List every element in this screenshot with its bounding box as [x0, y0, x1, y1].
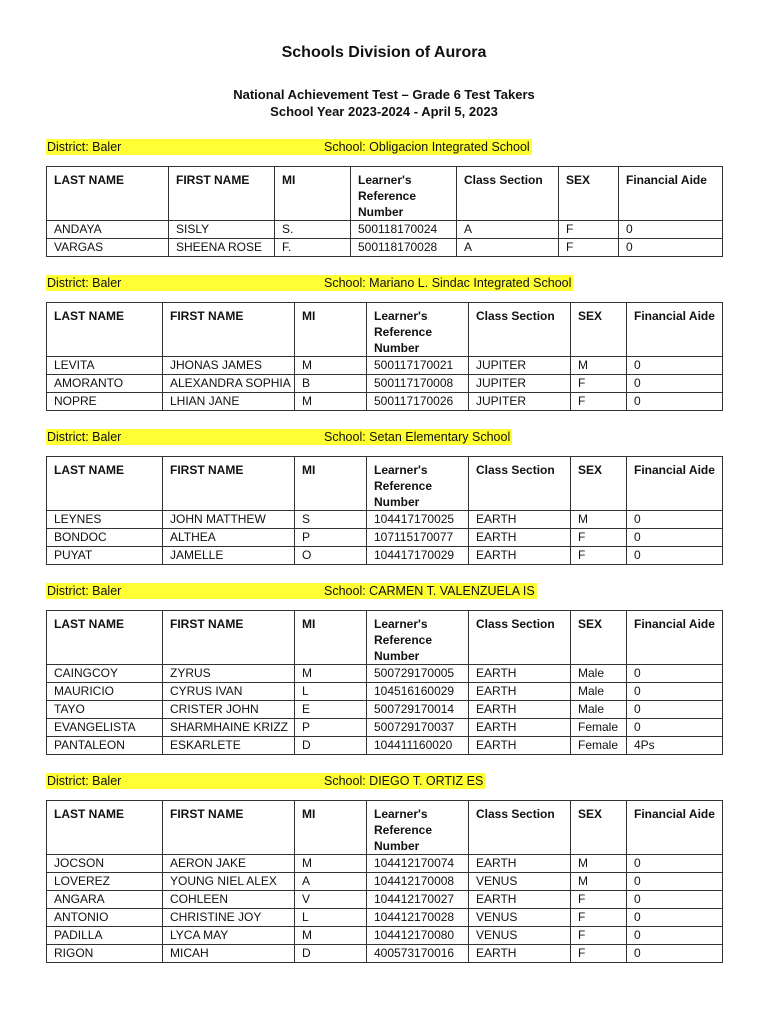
- school-section: [46, 139, 722, 254]
- cell-first-name: LYCA MAY: [163, 927, 295, 945]
- cell-class-section: JUPITER: [469, 357, 571, 375]
- cell-last-name: PANTALEON: [47, 737, 163, 755]
- table-row: [47, 701, 723, 719]
- cell-lrn: 500117170026: [367, 393, 469, 411]
- cell-lrn: 107115170077: [367, 529, 469, 547]
- cell-class-section: VENUS: [469, 927, 571, 945]
- cell-sex: F: [571, 547, 627, 565]
- cell-mi: S.: [275, 221, 351, 239]
- cell-first-name: ESKARLETE: [163, 737, 295, 755]
- table-row: [47, 737, 723, 755]
- cell-class-section: EARTH: [469, 511, 571, 529]
- document-subtitle: National Achievement Test – Grade 6 Test Takers: [233, 87, 535, 102]
- column-header-last-name: LAST NAME: [47, 457, 163, 511]
- section-header: [46, 773, 722, 789]
- cell-financial-aide: 0: [627, 701, 723, 719]
- cell-lrn: 104412170074: [367, 855, 469, 873]
- cell-financial-aide: 0: [627, 927, 723, 945]
- column-header-first-name: FIRST NAME: [163, 303, 295, 357]
- section-header: [46, 583, 722, 599]
- school-label: School: Setan Elementary School: [324, 430, 511, 444]
- table-row: [47, 927, 723, 945]
- cell-mi: M: [295, 357, 367, 375]
- cell-sex: M: [571, 511, 627, 529]
- cell-mi: P: [295, 529, 367, 547]
- table-row: [47, 909, 723, 927]
- cell-class-section: EARTH: [469, 547, 571, 565]
- cell-sex: F: [571, 891, 627, 909]
- cell-last-name: JOCSON: [47, 855, 163, 873]
- column-header-first-name: FIRST NAME: [169, 167, 275, 221]
- column-header-last-name: LAST NAME: [47, 303, 163, 357]
- cell-sex: M: [571, 873, 627, 891]
- cell-financial-aide: 0: [627, 945, 723, 963]
- cell-lrn: 104516160029: [367, 683, 469, 701]
- cell-sex: F: [559, 239, 619, 257]
- cell-mi: V: [295, 891, 367, 909]
- table-row: [47, 221, 723, 239]
- school-section: [46, 275, 722, 408]
- cell-lrn: 500729170037: [367, 719, 469, 737]
- table-row: [47, 683, 723, 701]
- cell-first-name: ZYRUS: [163, 665, 295, 683]
- cell-financial-aide: 0: [627, 909, 723, 927]
- cell-mi: A: [295, 873, 367, 891]
- school-label: School: Mariano L. Sindac Integrated School: [324, 276, 572, 290]
- column-header-mi: MI: [295, 801, 367, 855]
- column-header-mi: MI: [295, 457, 367, 511]
- cell-financial-aide: 0: [627, 665, 723, 683]
- cell-last-name: RIGON: [47, 945, 163, 963]
- cell-first-name: JHONAS JAMES: [163, 357, 295, 375]
- cell-last-name: CAINGCOY: [47, 665, 163, 683]
- column-header-sex: SEX: [571, 611, 627, 665]
- column-header-class-section: Class Section: [469, 457, 571, 511]
- cell-first-name: SHARMHAINE KRIZZ: [163, 719, 295, 737]
- cell-sex: F: [559, 221, 619, 239]
- cell-first-name: SISLY: [169, 221, 275, 239]
- cell-mi: M: [295, 665, 367, 683]
- cell-lrn: 500117170008: [367, 375, 469, 393]
- table-row: [47, 529, 723, 547]
- cell-sex: F: [571, 375, 627, 393]
- cell-sex: Female: [571, 719, 627, 737]
- column-header-sex: SEX: [571, 303, 627, 357]
- school-label: School: DIEGO T. ORTIZ ES: [324, 774, 484, 788]
- cell-class-section: EARTH: [469, 529, 571, 547]
- cell-financial-aide: 0: [627, 855, 723, 873]
- cell-class-section: A: [457, 239, 559, 257]
- column-header-lrn: Learner's Reference Number: [367, 303, 469, 357]
- column-header-sex: SEX: [559, 167, 619, 221]
- cell-class-section: VENUS: [469, 873, 571, 891]
- column-header-first-name: FIRST NAME: [163, 457, 295, 511]
- cell-mi: O: [295, 547, 367, 565]
- cell-lrn: 400573170016: [367, 945, 469, 963]
- cell-lrn: 104412170008: [367, 873, 469, 891]
- cell-sex: Female: [571, 737, 627, 755]
- cell-first-name: ALEXANDRA SOPHIA: [163, 375, 295, 393]
- column-header-mi: MI: [295, 611, 367, 665]
- column-header-class-section: Class Section: [457, 167, 559, 221]
- table-row: [47, 719, 723, 737]
- cell-last-name: NOPRE: [47, 393, 163, 411]
- cell-last-name: MAURICIO: [47, 683, 163, 701]
- cell-mi: D: [295, 945, 367, 963]
- cell-mi: M: [295, 393, 367, 411]
- table-row: [47, 375, 723, 393]
- cell-lrn: 500117170021: [367, 357, 469, 375]
- column-header-mi: MI: [295, 303, 367, 357]
- cell-mi: P: [295, 719, 367, 737]
- cell-last-name: ANGARA: [47, 891, 163, 909]
- table-row: [47, 393, 723, 411]
- table-row: [47, 665, 723, 683]
- table-row: [47, 547, 723, 565]
- column-header-class-section: Class Section: [469, 801, 571, 855]
- district-label: District: Baler: [46, 139, 325, 155]
- cell-last-name: PUYAT: [47, 547, 163, 565]
- cell-class-section: A: [457, 221, 559, 239]
- cell-sex: F: [571, 927, 627, 945]
- cell-last-name: TAYO: [47, 701, 163, 719]
- cell-mi: D: [295, 737, 367, 755]
- cell-class-section: EARTH: [469, 683, 571, 701]
- column-header-financial-aide: Financial Aide: [627, 801, 723, 855]
- cell-last-name: ANTONIO: [47, 909, 163, 927]
- cell-sex: M: [571, 357, 627, 375]
- cell-first-name: JAMELLE: [163, 547, 295, 565]
- cell-financial-aide: 0: [627, 375, 723, 393]
- table-row: [47, 855, 723, 873]
- cell-class-section: VENUS: [469, 909, 571, 927]
- cell-last-name: AMORANTO: [47, 375, 163, 393]
- district-label: District: Baler: [46, 275, 325, 291]
- cell-sex: Male: [571, 701, 627, 719]
- cell-class-section: EARTH: [469, 719, 571, 737]
- column-header-lrn: Learner's Reference Number: [367, 457, 469, 511]
- cell-mi: L: [295, 683, 367, 701]
- table-header-row: [47, 457, 723, 511]
- cell-first-name: CYRUS IVAN: [163, 683, 295, 701]
- cell-first-name: SHEENA ROSE: [169, 239, 275, 257]
- cell-last-name: ANDAYA: [47, 221, 169, 239]
- document-title: Schools Division of Aurora: [281, 44, 487, 61]
- cell-last-name: LEYNES: [47, 511, 163, 529]
- cell-sex: M: [571, 855, 627, 873]
- column-header-sex: SEX: [571, 457, 627, 511]
- school-section: [46, 773, 722, 960]
- section-header: [46, 275, 722, 291]
- cell-financial-aide: 0: [619, 239, 723, 257]
- cell-first-name: MICAH: [163, 945, 295, 963]
- cell-lrn: 500118170028: [351, 239, 457, 257]
- cell-lrn: 500118170024: [351, 221, 457, 239]
- table-header-row: [47, 801, 723, 855]
- cell-class-section: JUPITER: [469, 393, 571, 411]
- cell-sex: F: [571, 393, 627, 411]
- column-header-last-name: LAST NAME: [47, 167, 169, 221]
- cell-first-name: YOUNG NIEL ALEX: [163, 873, 295, 891]
- table-row: [47, 511, 723, 529]
- cell-lrn: 500729170014: [367, 701, 469, 719]
- cell-financial-aide: 0: [627, 529, 723, 547]
- section-header: [46, 429, 722, 445]
- section-header: [46, 139, 722, 155]
- cell-lrn: 500729170005: [367, 665, 469, 683]
- school-label: School: Obligacion Integrated School: [324, 140, 530, 154]
- column-header-last-name: LAST NAME: [47, 611, 163, 665]
- cell-financial-aide: 0: [627, 719, 723, 737]
- column-header-first-name: FIRST NAME: [163, 801, 295, 855]
- cell-financial-aide: 0: [627, 357, 723, 375]
- cell-last-name: VARGAS: [47, 239, 169, 257]
- cell-sex: Male: [571, 665, 627, 683]
- cell-first-name: AERON JAKE: [163, 855, 295, 873]
- test-takers-table: [46, 302, 723, 411]
- table-row: [47, 357, 723, 375]
- cell-lrn: 104411160020: [367, 737, 469, 755]
- cell-financial-aide: 0: [627, 393, 723, 411]
- district-label: District: Baler: [46, 429, 325, 445]
- cell-mi: L: [295, 909, 367, 927]
- cell-lrn: 104412170027: [367, 891, 469, 909]
- cell-sex: F: [571, 529, 627, 547]
- test-takers-table: [46, 800, 723, 963]
- cell-mi: M: [295, 927, 367, 945]
- cell-first-name: LHIAN JANE: [163, 393, 295, 411]
- cell-class-section: EARTH: [469, 701, 571, 719]
- district-label: District: Baler: [46, 773, 325, 789]
- table-header-row: [47, 303, 723, 357]
- column-header-lrn: Learner's Reference Number: [367, 611, 469, 665]
- cell-lrn: 104412170080: [367, 927, 469, 945]
- cell-financial-aide: 4Ps: [627, 737, 723, 755]
- column-header-last-name: LAST NAME: [47, 801, 163, 855]
- cell-first-name: CHRISTINE JOY: [163, 909, 295, 927]
- cell-mi: E: [295, 701, 367, 719]
- cell-class-section: EARTH: [469, 737, 571, 755]
- column-header-first-name: FIRST NAME: [163, 611, 295, 665]
- cell-class-section: EARTH: [469, 945, 571, 963]
- table-row: [47, 891, 723, 909]
- cell-first-name: CRISTER JOHN: [163, 701, 295, 719]
- cell-sex: F: [571, 909, 627, 927]
- cell-financial-aide: 0: [627, 683, 723, 701]
- cell-last-name: BONDOC: [47, 529, 163, 547]
- column-header-lrn: Learner's Reference Number: [367, 801, 469, 855]
- column-header-mi: MI: [275, 167, 351, 221]
- test-takers-table: [46, 166, 723, 257]
- column-header-lrn: Learner's Reference Number: [351, 167, 457, 221]
- cell-last-name: LOVEREZ: [47, 873, 163, 891]
- cell-lrn: 104417170029: [367, 547, 469, 565]
- column-header-sex: SEX: [571, 801, 627, 855]
- school-section: [46, 429, 722, 562]
- cell-last-name: EVANGELISTA: [47, 719, 163, 737]
- column-header-financial-aide: Financial Aide: [627, 303, 723, 357]
- column-header-financial-aide: Financial Aide: [627, 457, 723, 511]
- cell-first-name: JOHN MATTHEW: [163, 511, 295, 529]
- cell-class-section: JUPITER: [469, 375, 571, 393]
- cell-lrn: 104412170028: [367, 909, 469, 927]
- cell-mi: M: [295, 855, 367, 873]
- table-row: [47, 873, 723, 891]
- column-header-financial-aide: Financial Aide: [619, 167, 723, 221]
- cell-class-section: EARTH: [469, 891, 571, 909]
- cell-financial-aide: 0: [619, 221, 723, 239]
- column-header-financial-aide: Financial Aide: [627, 611, 723, 665]
- cell-first-name: ALTHEA: [163, 529, 295, 547]
- table-header-row: [47, 167, 723, 221]
- cell-mi: B: [295, 375, 367, 393]
- cell-lrn: 104417170025: [367, 511, 469, 529]
- cell-last-name: LEVITA: [47, 357, 163, 375]
- cell-financial-aide: 0: [627, 891, 723, 909]
- table-header-row: [47, 611, 723, 665]
- cell-first-name: COHLEEN: [163, 891, 295, 909]
- cell-class-section: EARTH: [469, 665, 571, 683]
- test-takers-table: [46, 456, 723, 565]
- cell-financial-aide: 0: [627, 511, 723, 529]
- district-label: District: Baler: [46, 583, 325, 599]
- cell-financial-aide: 0: [627, 547, 723, 565]
- column-header-class-section: Class Section: [469, 303, 571, 357]
- school-section: [46, 583, 722, 752]
- table-row: [47, 945, 723, 963]
- school-label: School: CARMEN T. VALENZUELA IS: [324, 584, 535, 598]
- cell-sex: F: [571, 945, 627, 963]
- cell-sex: Male: [571, 683, 627, 701]
- school-year-line: School Year 2023-2024 - April 5, 2023: [270, 104, 498, 119]
- cell-class-section: EARTH: [469, 855, 571, 873]
- test-takers-table: [46, 610, 723, 755]
- cell-last-name: PADILLA: [47, 927, 163, 945]
- cell-mi: F.: [275, 239, 351, 257]
- cell-mi: S: [295, 511, 367, 529]
- table-row: [47, 239, 723, 257]
- column-header-class-section: Class Section: [469, 611, 571, 665]
- cell-financial-aide: 0: [627, 873, 723, 891]
